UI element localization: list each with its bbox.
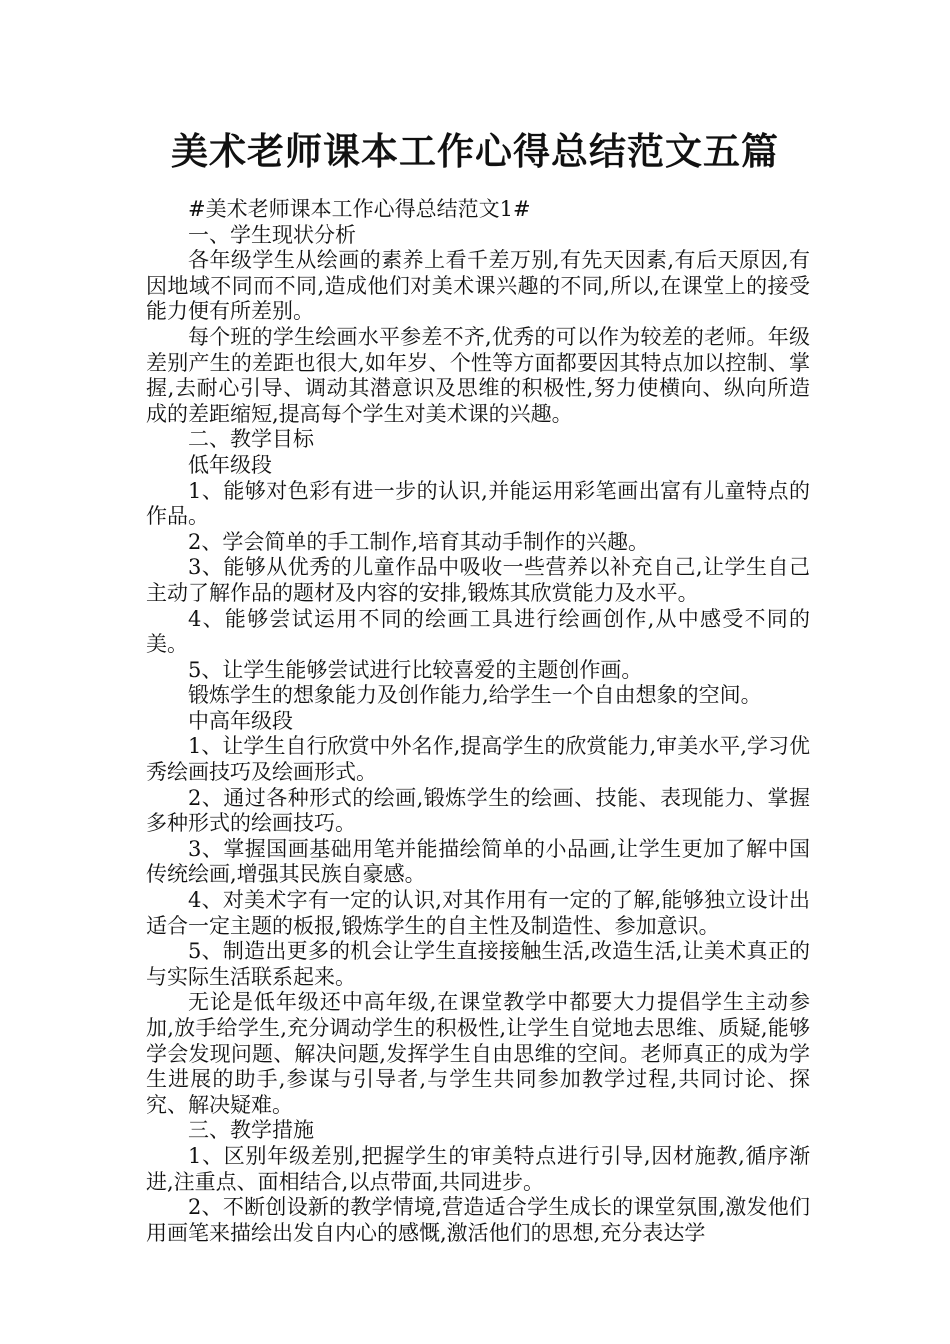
list-item: 4、能够尝试运用不同的绘画工具进行绘画创作,从中感受不同的美。 <box>146 606 810 657</box>
list-item: 3、掌握国画基础用笔并能描绘简单的小品画,让学生更加了解中国传统绘画,增强其民族自豪感。 <box>146 836 810 887</box>
list-item: 3、能够从优秀的儿童作品中吸收一些营养以补充自己,让学生自己主动了解作品的题材及内容的安排,锻炼其欣赏能力及水平。 <box>146 555 810 605</box>
section-heading: 三、教学措施 <box>188 1118 314 1143</box>
paragraph: 各年级学生从绘画的素养上看千差万别,有先天因素,有后天原因,有因地域不同而不同,造成他们对美术课兴趣的不同,所以,在课堂上的接受能力便有所差别。 <box>146 248 810 324</box>
list-item: 5、让学生能够尝试进行比较喜爱的主题创作画。 <box>188 657 643 682</box>
list-item: 5、制造出更多的机会让学生直接接触生活,改造生活,让美术真正的与实际生活联系起来。 <box>146 939 810 989</box>
list-item: 2、通过各种形式的绘画,锻炼学生的绘画、技能、表现能力、掌握多种形式的绘画技巧。 <box>146 785 810 836</box>
section-heading: 二、教学目标 <box>188 427 314 452</box>
document-title: 美术老师课本工作心得总结范文五篇 <box>171 130 779 173</box>
list-item: 1、能够对色彩有进一步的认识,并能运用彩笔画出富有儿童特点的作品。 <box>146 478 810 529</box>
list-item: 4、对美术字有一定的认识,对其作用有一定的了解,能够独立设计出适合一定主题的板报,锻炼学生的自主性及制造性、参加意识。 <box>146 888 810 938</box>
paragraph: 锻炼学生的想象能力及创作能力,给学生一个自由想象的空间。 <box>188 683 762 708</box>
paragraph: 无论是低年级还中高年级,在课堂教学中都要大力提倡学生主动参加,放手给学生,充分调动学生的积极性,让学生自觉地去思维、质疑,能够学会发现问题、解决问题,发挥学生自由思维的空间。老师真正的成为学生进展的助手,参谋与引导者,与学生共同参加教学过程,共同讨论、探究、解决疑难。 <box>146 990 810 1117</box>
section-heading: 一、学生现状分析 <box>188 222 356 247</box>
list-item: 2、不断创设新的教学情境,营造适合学生成长的课堂氛围,激发他们用画笔来描绘出发自内心的感慨,激活他们的思想,充分表达学 <box>146 1195 810 1245</box>
paragraph-subtitle: #美术老师课本工作心得总结范文1# <box>188 197 531 221</box>
sub-heading: 中高年级段 <box>188 708 293 733</box>
paragraph: 每个班的学生绘画水平参差不齐,优秀的可以作为较差的老师。年级差别产生的差距也很大,如年岁、个性等方面都要因其特点加以控制、掌握,去耐心引导、调动其潜意识及思维的积极性,努力使横向、纵向所造成的差距缩短,提高每个学生对美术课的兴趣。 <box>146 324 810 426</box>
document-body <box>146 197 810 1246</box>
list-item: 2、学会简单的手工制作,培育其动手制作的兴趣。 <box>188 529 650 554</box>
sub-heading: 低年级段 <box>188 452 272 477</box>
list-item: 1、让学生自行欣赏中外名作,提高学生的欣赏能力,审美水平,学习优秀绘画技巧及绘画形式。 <box>146 734 810 785</box>
list-item: 1、区别年级差别,把握学生的审美特点进行引导,因材施教,循序渐进,注重点、面相结合,以点带面,共同进步。 <box>146 1143 810 1194</box>
